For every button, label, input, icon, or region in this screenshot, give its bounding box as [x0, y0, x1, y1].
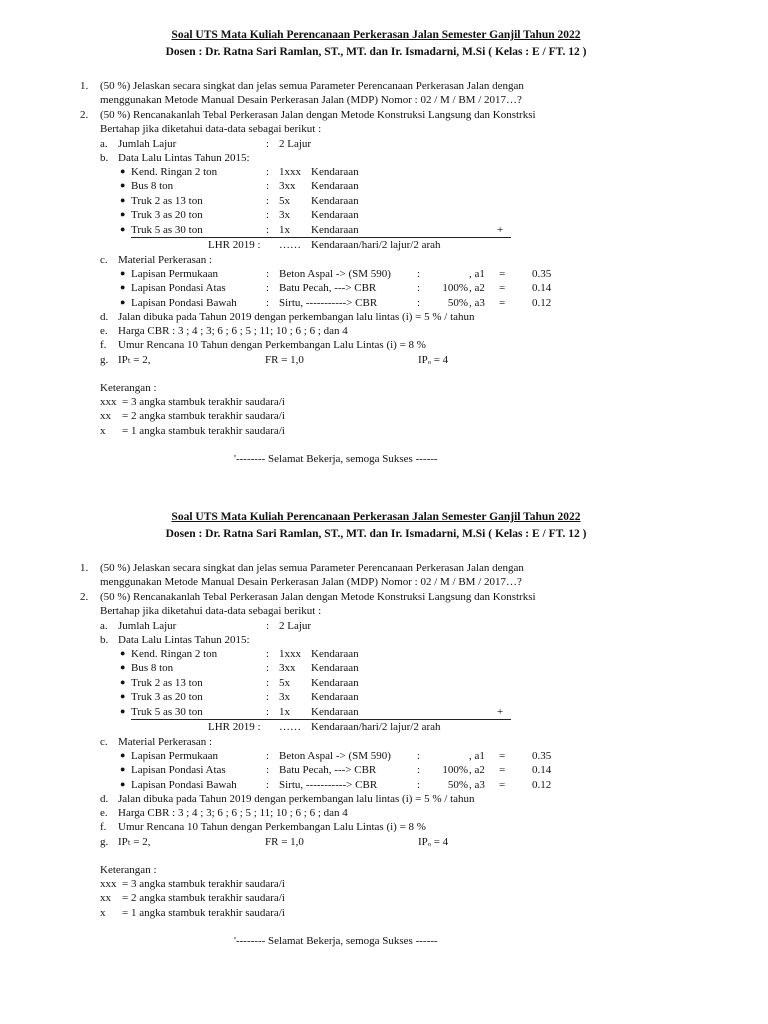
traffic-unit: Kendaraan — [311, 662, 359, 675]
material-colon: : — [266, 282, 270, 295]
notes-code: xx — [100, 892, 111, 905]
bullet-icon: ● — [120, 180, 126, 191]
item-text: Umur Rencana 10 Tahun dengan Perkembangan Lalu Lintas (i) = 8 % — [118, 821, 426, 833]
traffic-colon: : — [266, 180, 270, 193]
material-value: 0.35 — [532, 268, 552, 280]
traffic-qty: 1x — [279, 223, 290, 236]
notes-heading: Keterangan : — [100, 864, 157, 876]
bullet-icon: ● — [120, 705, 126, 716]
material-colon: : — [417, 778, 421, 791]
traffic-vehicle: Bus 8 ton — [131, 662, 174, 675]
notes-text: = 2 angka stambuk terakhir saudara/i — [122, 892, 285, 905]
material-desc: Batu Pecah, ---> CBR — [279, 764, 377, 777]
material-cbr-percent: 100% — [442, 282, 468, 295]
material-equals: = — [499, 764, 506, 777]
bullet-icon: ● — [120, 166, 126, 176]
bullet-icon: ● — [120, 282, 126, 293]
bullet-icon: ● — [120, 764, 126, 775]
item-text: Jalan dibuka pada Tahun 2019 dengan perkembangan lalu lintas (i) = 5 % / tahun — [118, 793, 475, 805]
traffic-unit: Kendaraan — [311, 676, 359, 689]
lhr-dots: …… — [279, 239, 301, 251]
question-text: Bertahap jika diketahui data-data sebagai berikut : — [100, 123, 322, 135]
bullet-icon: ● — [120, 209, 126, 220]
material-desc: Beton Aspal -> (SM 590) — [279, 750, 391, 762]
traffic-unit: Kendaraan — [311, 194, 359, 207]
traffic-unit: Kendaraan — [311, 223, 359, 236]
sum-plus-sign: + — [497, 706, 504, 718]
traffic-colon: : — [266, 662, 270, 675]
traffic-vehicle: Kend. Ringan 2 ton — [131, 648, 218, 660]
notes-code: x — [100, 424, 106, 437]
material-colon: : — [417, 750, 421, 762]
material-value: 0.12 — [532, 778, 552, 791]
item-letter: b. — [100, 634, 109, 646]
closing-line: '-------- Selamat Bekerja, semoga Sukses ------ — [234, 935, 438, 947]
lhr-label: LHR 2019 : — [208, 239, 261, 251]
question-text: (50 %) Rencanakanlah Tebal Perkerasan Jalan dengan Metode Konstruksi Langsung dan Konstrksi — [100, 591, 536, 603]
item-letter: c. — [100, 736, 108, 748]
material-equals: = — [499, 268, 506, 280]
traffic-qty: 3x — [279, 209, 290, 222]
bullet-icon: ● — [120, 268, 126, 278]
notes-text: = 2 angka stambuk terakhir saudara/i — [122, 410, 285, 423]
material-colon: : — [266, 778, 270, 791]
traffic-colon: : — [266, 223, 270, 236]
bullet-icon: ● — [120, 296, 126, 307]
lhr-unit: Kendaraan/hari/2 lajur/2 arah — [311, 721, 441, 733]
material-desc: Beton Aspal -> (SM 590) — [279, 268, 391, 280]
notes-text: = 3 angka stambuk terakhir saudara/i — [122, 878, 285, 890]
item-colon: : — [266, 138, 270, 150]
material-coefficient: , a2 — [469, 764, 485, 777]
material-colon: : — [417, 268, 421, 280]
material-cbr-percent: 50% — [447, 778, 468, 791]
material-colon: : — [266, 268, 270, 280]
item-letter: d. — [100, 793, 109, 805]
material-desc: Batu Pecah, ---> CBR — [279, 282, 377, 295]
lhr-label: LHR 2019 : — [208, 721, 261, 733]
traffic-colon: : — [266, 166, 270, 178]
material-colon: : — [417, 296, 421, 309]
item-letter: e. — [100, 807, 108, 819]
traffic-unit: Kendaraan — [311, 648, 359, 660]
notes-code: xxx — [100, 396, 117, 408]
bullet-icon: ● — [120, 662, 126, 673]
item-letter: b. — [100, 152, 109, 164]
notes-text: = 3 angka stambuk terakhir saudara/i — [122, 396, 285, 408]
material-coefficient: , a3 — [469, 778, 485, 791]
question-text: menggunakan Metode Manual Desain Perkerasan Jalan (MDP) Nomor : 02 / M / BM / 2017…? — [100, 94, 522, 106]
item-letter: e. — [100, 325, 108, 337]
bullet-icon: ● — [120, 194, 126, 205]
traffic-unit: Kendaraan — [311, 691, 359, 704]
item-letter: a. — [100, 620, 108, 632]
item-letter: g. — [100, 354, 109, 366]
notes-heading: Keterangan : — [100, 382, 157, 394]
material-layer: Lapisan Pondasi Bawah — [131, 778, 237, 791]
material-cbr-percent: 50% — [447, 296, 468, 309]
material-coefficient: , a1 — [469, 750, 485, 762]
material-layer: Lapisan Pondasi Atas — [131, 764, 226, 777]
material-equals: = — [499, 778, 506, 791]
question-number: 1. — [80, 80, 89, 92]
material-layer: Lapisan Pondasi Atas — [131, 282, 226, 295]
material-desc: Sirtu, -----------> CBR — [279, 296, 378, 309]
item-value: 2 Lajur — [279, 620, 312, 632]
item-value: 2 Lajur — [279, 138, 312, 150]
traffic-vehicle: Bus 8 ton — [131, 180, 174, 193]
notes-code: x — [100, 906, 106, 919]
bullet-icon: ● — [120, 778, 126, 789]
item-letter: a. — [100, 138, 108, 150]
material-value: 0.14 — [532, 764, 552, 777]
bullet-icon: ● — [120, 648, 126, 658]
traffic-qty: 5x — [279, 194, 290, 207]
traffic-qty: 5x — [279, 676, 290, 689]
traffic-vehicle: Truk 5 as 30 ton — [131, 223, 203, 236]
traffic-qty: 1xxx — [279, 166, 301, 178]
material-equals: = — [499, 282, 506, 295]
item-label: Data Lalu Lintas Tahun 2015: — [118, 152, 250, 164]
material-value: 0.35 — [532, 750, 552, 762]
traffic-unit: Kendaraan — [311, 209, 359, 222]
traffic-colon: : — [266, 648, 270, 660]
question-text: Bertahap jika diketahui data-data sebagai berikut : — [100, 605, 322, 617]
item-colon: : — [266, 620, 270, 632]
notes-code: xx — [100, 410, 111, 423]
ip-initial: IPₒ = 4 — [418, 354, 449, 366]
item-letter: g. — [100, 836, 109, 848]
material-colon: : — [417, 764, 421, 777]
item-text: Harga CBR : 3 ; 4 ; 3; 6 ; 6 ; 5 ; 11; 10 ; 6 ; 6 ; dan 4 — [118, 325, 348, 337]
item-text: Harga CBR : 3 ; 4 ; 3; 6 ; 6 ; 5 ; 11; 10 ; 6 ; 6 ; dan 4 — [118, 807, 348, 819]
question-number: 1. — [80, 562, 89, 574]
material-colon: : — [266, 764, 270, 777]
lecturer-line: Dosen : Dr. Ratna Sari Ramlan, ST., MT. dan Ir. Ismadarni, M.Si ( Kelas : E / FT. 12 ) — [165, 528, 587, 540]
material-equals: = — [499, 296, 506, 309]
traffic-qty: 3x — [279, 691, 290, 704]
ip-initial: IPₒ = 4 — [418, 836, 449, 848]
traffic-vehicle: Truk 5 as 30 ton — [131, 705, 203, 718]
material-colon: : — [266, 296, 270, 309]
traffic-qty: 1xxx — [279, 648, 301, 660]
exam-sheet — [0, 28, 768, 498]
ip-terminal: IPₜ = 2, — [118, 354, 151, 366]
item-text: Umur Rencana 10 Tahun dengan Perkembangan Lalu Lintas (i) = 8 % — [118, 339, 426, 351]
item-label: Data Lalu Lintas Tahun 2015: — [118, 634, 250, 646]
bullet-icon: ● — [120, 691, 126, 702]
material-value: 0.12 — [532, 296, 552, 309]
material-equals: = — [499, 750, 506, 762]
lhr-dots: …… — [279, 721, 301, 733]
material-colon: : — [417, 282, 421, 295]
material-coefficient: , a1 — [469, 268, 485, 280]
material-desc: Sirtu, -----------> CBR — [279, 778, 378, 791]
bullet-icon: ● — [120, 676, 126, 687]
traffic-vehicle: Truk 2 as 13 ton — [131, 194, 203, 207]
question-number: 2. — [80, 591, 89, 603]
sum-plus-sign: + — [497, 224, 504, 236]
material-value: 0.14 — [532, 282, 552, 295]
item-label: Material Perkerasan : — [118, 736, 213, 748]
traffic-vehicle: Truk 2 as 13 ton — [131, 676, 203, 689]
item-label: Material Perkerasan : — [118, 254, 213, 266]
exam-title: Soal UTS Mata Kuliah Perencanaan Perkerasan Jalan Semester Ganjil Tahun 2022 — [171, 511, 581, 523]
question-number: 2. — [80, 109, 89, 121]
ip-terminal: IPₜ = 2, — [118, 836, 151, 848]
notes-text: = 1 angka stambuk terakhir saudara/i — [122, 424, 285, 437]
material-layer: Lapisan Permukaan — [131, 268, 219, 280]
exam-title: Soal UTS Mata Kuliah Perencanaan Perkerasan Jalan Semester Ganjil Tahun 2022 — [171, 29, 581, 41]
item-text: Jalan dibuka pada Tahun 2019 dengan perkembangan lalu lintas (i) = 5 % / tahun — [118, 311, 475, 323]
traffic-vehicle: Truk 3 as 20 ton — [131, 209, 203, 222]
fr-value: FR = 1,0 — [265, 836, 304, 848]
traffic-unit: Kendaraan — [311, 166, 359, 178]
bullet-icon: ● — [120, 750, 126, 760]
material-coefficient: , a2 — [469, 282, 485, 295]
item-letter: f. — [100, 339, 107, 351]
item-letter: c. — [100, 254, 108, 266]
fr-value: FR = 1,0 — [265, 354, 304, 366]
item-label: Jumlah Lajur — [118, 620, 177, 632]
traffic-vehicle: Kend. Ringan 2 ton — [131, 166, 218, 178]
question-text: (50 %) Jelaskan secara singkat dan jelas semua Parameter Perencanaan Perkerasan Jalan dengan — [100, 562, 524, 574]
traffic-qty: 1x — [279, 705, 290, 718]
question-text: menggunakan Metode Manual Desain Perkerasan Jalan (MDP) Nomor : 02 / M / BM / 2017…? — [100, 576, 522, 588]
notes-text: = 1 angka stambuk terakhir saudara/i — [122, 906, 285, 919]
exam-sheet — [0, 510, 768, 980]
traffic-colon: : — [266, 705, 270, 718]
closing-line: '-------- Selamat Bekerja, semoga Sukses ------ — [234, 453, 438, 465]
lecturer-line: Dosen : Dr. Ratna Sari Ramlan, ST., MT. dan Ir. Ismadarni, M.Si ( Kelas : E / FT. 12 ) — [165, 46, 587, 58]
lhr-unit: Kendaraan/hari/2 lajur/2 arah — [311, 239, 441, 251]
traffic-unit: Kendaraan — [311, 180, 359, 193]
traffic-qty: 3xx — [279, 662, 296, 675]
notes-code: xxx — [100, 878, 117, 890]
bullet-icon: ● — [120, 223, 126, 234]
question-text: (50 %) Rencanakanlah Tebal Perkerasan Jalan dengan Metode Konstruksi Langsung dan Konstrksi — [100, 109, 536, 121]
item-label: Jumlah Lajur — [118, 138, 177, 150]
traffic-colon: : — [266, 209, 270, 222]
material-cbr-percent: 100% — [442, 764, 468, 777]
traffic-colon: : — [266, 676, 270, 689]
traffic-unit: Kendaraan — [311, 705, 359, 718]
item-letter: d. — [100, 311, 109, 323]
material-coefficient: , a3 — [469, 296, 485, 309]
traffic-colon: : — [266, 194, 270, 207]
item-letter: f. — [100, 821, 107, 833]
material-layer: Lapisan Pondasi Bawah — [131, 296, 237, 309]
traffic-colon: : — [266, 691, 270, 704]
question-text: (50 %) Jelaskan secara singkat dan jelas semua Parameter Perencanaan Perkerasan Jalan dengan — [100, 80, 524, 92]
material-layer: Lapisan Permukaan — [131, 750, 219, 762]
traffic-vehicle: Truk 3 as 20 ton — [131, 691, 203, 704]
traffic-qty: 3xx — [279, 180, 296, 193]
material-colon: : — [266, 750, 270, 762]
